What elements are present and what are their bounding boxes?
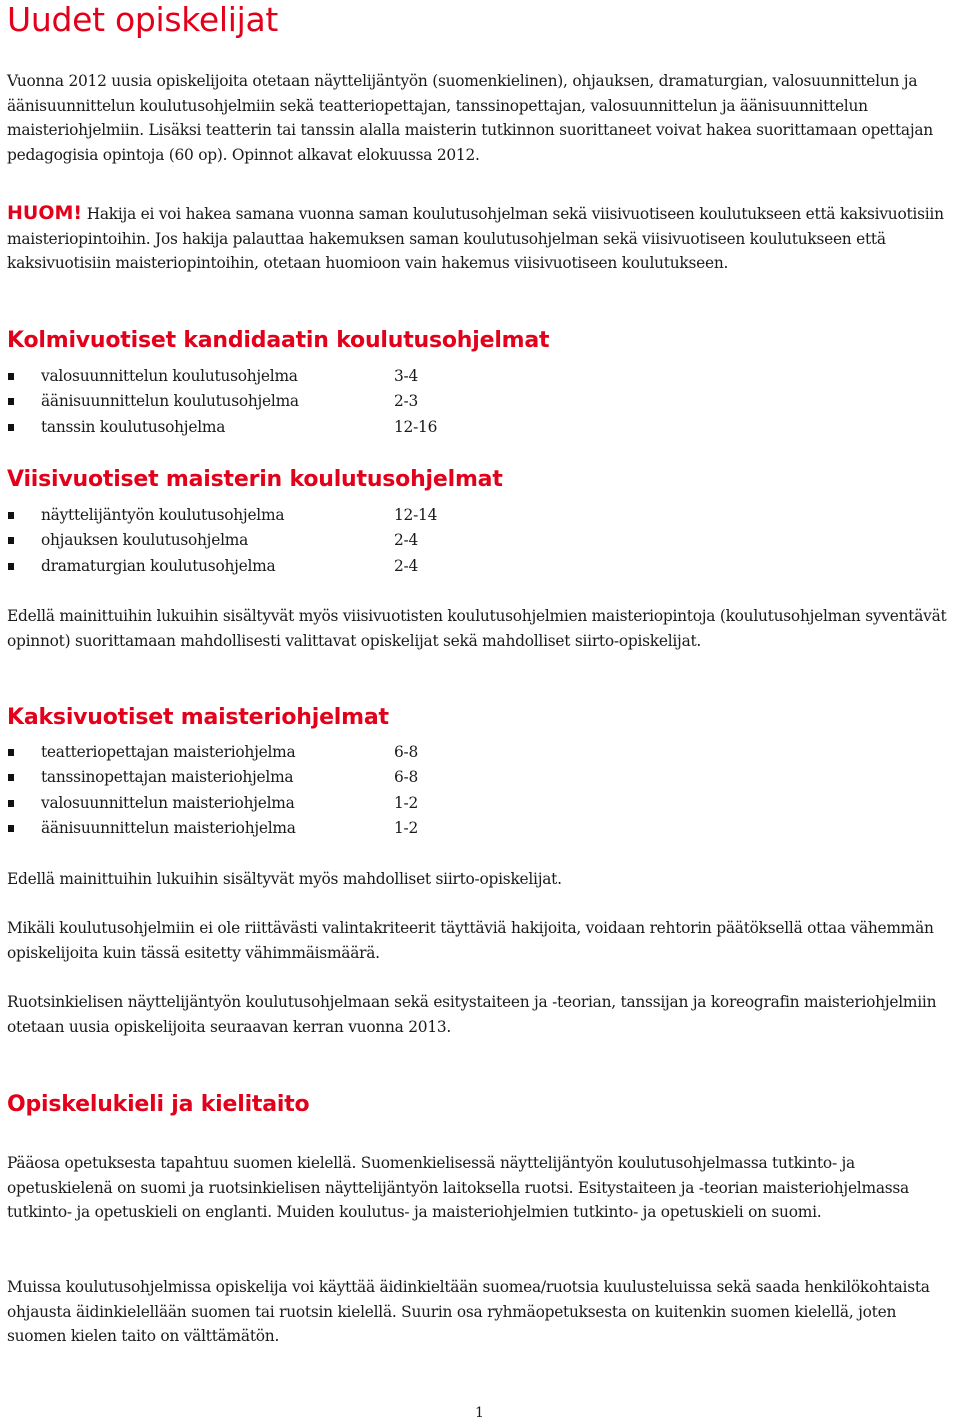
bullet-icon: [8, 563, 14, 570]
bullet-icon: [8, 373, 14, 380]
bullet-icon: [8, 749, 14, 756]
language-paragraph-1: Pääosa opetuksesta tapahtuu suomen kielellä. Suomenkielisessä näyttelijäntyön koulutusohjelmassa tutkinto- ja opetuskielenä on suomi ja ruotsinkielisen näyttelijäntyön laitoksella ruotsi. Esitystaiteen ja -teorian maisteriohjelmassa tutkinto- ja opetuskieli on englanti. Muiden koulutus- ja maisteriohjelmien tutkinto- ja opetuskieli on suomi.: [7, 1154, 909, 1221]
item-count: 1-2: [394, 818, 419, 837]
item-label: äänisuunnittelun koulutusohjelma: [41, 392, 299, 411]
item-count: 2-4: [394, 531, 419, 550]
item-count: 2-3: [394, 392, 419, 411]
bullet-icon: [8, 537, 14, 544]
item-label: ohjauksen koulutusohjelma: [41, 531, 249, 550]
item-count: 2-4: [394, 556, 419, 575]
huom-text: Hakija ei voi hakea samana vuonna saman koulutusohjelman sekä viisivuotiseen koulutukseen että kaksivuotisiin maisteriopintoihin. Jos hakija palauttaa hakemuksen saman koulutusohjelman sekä viisivuotiseen koulutukseen että kaksivuotisiin maisteriopintoihin, otetaan huomioon vain hakemus viisivuotiseen koulutukseen.: [7, 205, 944, 272]
intro-paragraph: Vuonna 2012 uusia opiskelijoita otetaan näyttelijäntyön (suomenkielinen), ohjauksen, dramaturgian, valosuunnittelun ja äänisuunnittelun koulutusohjelmiin sekä teatteriopettajan, tanssinopettajan, valosuunnittelun ja äänisuunnittelun maisteriohjelmiin. Lisäksi teatterin tai tanssin alalla maisterin tutkinnon suorittaneet voivat hakea suorittamaan opettajan pedagogisia opintoja (60 op). Opinnot alkavat elokuussa 2012.: [7, 72, 933, 164]
bullet-icon: [8, 825, 14, 832]
bullet-icon: [8, 398, 14, 405]
item-label: äänisuunnittelun maisteriohjelma: [41, 818, 296, 837]
bullet-icon: [8, 424, 14, 431]
bullet-icon: [8, 512, 14, 519]
item-label: valosuunnittelun maisteriohjelma: [41, 793, 295, 812]
item-label: näyttelijäntyön koulutusohjelma: [41, 506, 285, 524]
item-count: 6-8: [394, 743, 419, 761]
bachelor-heading: Kolmivuotiset kandidaatin koulutusohjelmat: [7, 328, 550, 353]
item-count: 6-8: [394, 768, 419, 787]
language-paragraph-2: Muissa koulutusohjelmissa opiskelija voi käyttää äidinkieltään suomea/ruotsia kuulusteluissa sekä saada henkilökohtaista ohjausta äidinkielellään suomen tai ruotsin kielellä. Suurin osa ryhmäopetuksesta on kuitenkin suomen kielellä, joten suomen kielen taito on välttämätön.: [7, 1278, 930, 1345]
huom-label: HUOM!: [7, 202, 83, 224]
item-count: 3-4: [394, 367, 419, 385]
five-year-note: Edellä mainittuihin lukuihin sisältyvät myös viisivuotisten koulutusohjelmien maisteriopintoja (koulutusohjelman syventävät opinnot) suorittamaan mahdollisesti valittavat opiskelijat sekä mahdolliset siirto-opiskelijat.: [7, 607, 947, 650]
masters-heading: Kaksivuotiset maisteriohjelmat: [7, 705, 389, 730]
item-label: dramaturgian koulutusohjelma: [41, 556, 276, 575]
swedish-paragraph: Ruotsinkielisen näyttelijäntyön koulutusohjelmaan sekä esitystaiteen ja -teorian, tanssijan ja koreografin maisteriohjelmiin otetaan uusia opiskelijoita seuraavan kerran vuonna 2013.: [7, 993, 937, 1036]
item-label: tanssin koulutusohjelma: [41, 417, 226, 436]
five-year-heading: Viisivuotiset maisterin koulutusohjelmat: [7, 467, 503, 492]
item-label: tanssinopettajan maisteriohjelma: [41, 768, 294, 787]
page-number: 1: [475, 1405, 484, 1421]
page-title: Uudet opiskelijat: [7, 0, 279, 39]
item-label: valosuunnittelun koulutusohjelma: [41, 367, 298, 385]
item-count: 12-14: [394, 506, 438, 524]
masters-note: Edellä mainittuihin lukuihin sisältyvät myös mahdolliset siirto-opiskelijat.: [7, 870, 562, 888]
bullet-icon: [8, 774, 14, 781]
bullet-icon: [8, 800, 14, 807]
item-count: 1-2: [394, 793, 419, 812]
item-count: 12-16: [394, 417, 438, 436]
huom-paragraph: [7, 201, 955, 276]
language-heading: Opiskelukieli ja kielitaito: [7, 1092, 310, 1117]
item-label: teatteriopettajan maisteriohjelma: [41, 743, 296, 761]
criteria-paragraph: Mikäli koulutusohjelmiin ei ole riittävästi valintakriteerit täyttäviä hakijoita, voidaan rehtorin päätöksellä ottaa vähemmän opiskelijoita kuin tässä esitetty vähimmäismäärä.: [7, 919, 934, 962]
